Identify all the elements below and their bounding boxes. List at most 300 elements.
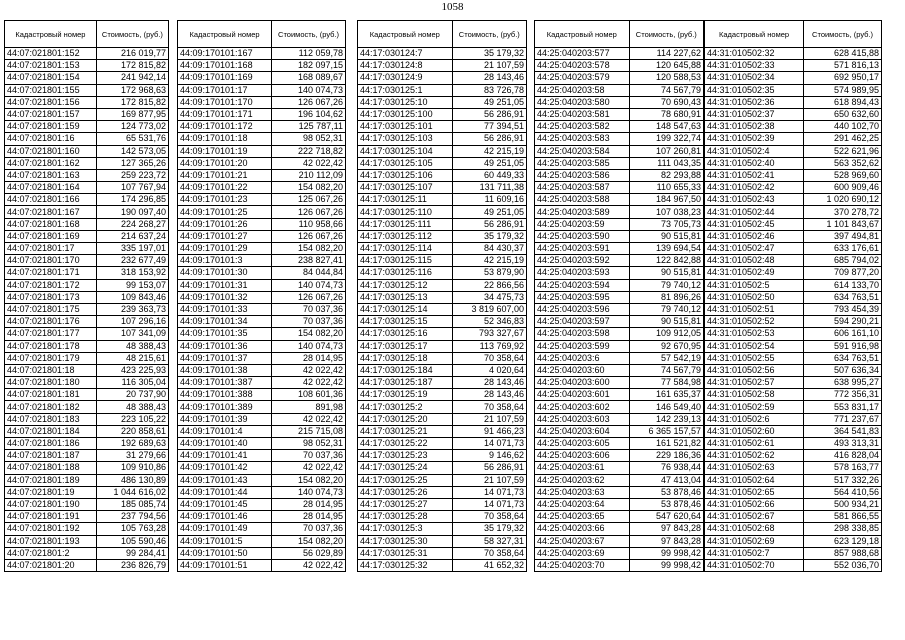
cadastral-number-cell: 44:25:040203:604 bbox=[535, 425, 630, 437]
cost-cell: 335 197,01 bbox=[96, 243, 168, 255]
cadastral-number-cell: 44:17:030125:26 bbox=[358, 486, 453, 498]
table-row bbox=[5, 303, 169, 315]
table-row bbox=[358, 243, 527, 255]
cadastral-number-cell: 44:09:170101:51 bbox=[178, 559, 272, 571]
cost-cell: 127 365,26 bbox=[96, 157, 168, 169]
cost-cell: 628 415,88 bbox=[804, 48, 882, 60]
cost-cell: 259 223,72 bbox=[96, 169, 168, 181]
table-row bbox=[358, 425, 527, 437]
cadastral-number-cell: 44:17:030125:18 bbox=[358, 352, 453, 364]
cadastral-number-cell: 44:07:021801:189 bbox=[5, 474, 97, 486]
cost-cell: 1 101 843,67 bbox=[804, 218, 882, 230]
cadastral-number-cell: 44:25:040203:605 bbox=[535, 438, 630, 450]
cost-cell: 486 130,89 bbox=[96, 474, 168, 486]
cost-cell: 14 071,73 bbox=[452, 498, 526, 510]
cadastral-number-cell: 44:31:010502:70 bbox=[705, 559, 804, 571]
cost-cell: 552 036,70 bbox=[804, 559, 882, 571]
cost-cell: 239 363,73 bbox=[96, 303, 168, 315]
cadastral-number-cell: 44:09:170101:170 bbox=[178, 96, 272, 108]
cost-cell: 48 215,61 bbox=[96, 352, 168, 364]
cost-cell: 9 146,62 bbox=[452, 450, 526, 462]
cadastral-number-cell: 44:07:021801:159 bbox=[5, 121, 97, 133]
table-row bbox=[5, 450, 169, 462]
cadastral-number-cell: 44:07:021801:182 bbox=[5, 401, 97, 413]
cadastral-number-cell: 44:17:030125:13 bbox=[358, 291, 453, 303]
cadastral-number-cell: 44:25:040203:70 bbox=[535, 559, 630, 571]
cost-cell: 553 831,17 bbox=[804, 401, 882, 413]
cadastral-number-cell: 44:31:010502:68 bbox=[705, 523, 804, 535]
cost-cell: 547 620,64 bbox=[629, 511, 703, 523]
cost-cell: 107 341,09 bbox=[96, 328, 168, 340]
cadastral-number-cell: 44:07:021801:168 bbox=[5, 218, 97, 230]
cadastral-number-cell: 44:25:040203:62 bbox=[535, 474, 630, 486]
cost-cell: 692 950,17 bbox=[804, 72, 882, 84]
table-row bbox=[358, 121, 527, 133]
cadastral-number-cell: 44:31:010502:37 bbox=[705, 108, 804, 120]
table-row bbox=[5, 121, 169, 133]
cadastral-number-cell: 44:17:030125:27 bbox=[358, 498, 453, 510]
cadastral-number-cell: 44:09:170101:168 bbox=[178, 60, 272, 72]
table-row bbox=[178, 133, 346, 145]
cost-cell: 241 942,14 bbox=[96, 72, 168, 84]
cadastral-number-cell: 44:31:010502:48 bbox=[705, 255, 804, 267]
cadastral-number-cell: 44:31:010502:58 bbox=[705, 389, 804, 401]
cadastral-number-cell: 44:25:040203:602 bbox=[535, 401, 630, 413]
cadastral-number-cell: 44:09:170101:22 bbox=[178, 182, 272, 194]
cadastral-number-cell: 44:17:030125:2 bbox=[358, 401, 453, 413]
cadastral-number-cell: 44:07:021801:191 bbox=[5, 511, 97, 523]
cost-cell: 146 549,40 bbox=[629, 401, 703, 413]
cadastral-number-cell: 44:25:040203:596 bbox=[535, 303, 630, 315]
table-row bbox=[178, 291, 346, 303]
table-row bbox=[705, 316, 882, 328]
cadastral-number-cell: 44:17:030125:1 bbox=[358, 84, 453, 96]
cadastral-number-cell: 44:17:030125:104 bbox=[358, 145, 453, 157]
cadastral-number-cell: 44:09:170101:39 bbox=[178, 413, 272, 425]
table-row bbox=[358, 413, 527, 425]
cadastral-number-cell: 44:31:010502:67 bbox=[705, 511, 804, 523]
table-row bbox=[535, 145, 704, 157]
table-row bbox=[535, 108, 704, 120]
cadastral-number-cell: 44:09:170101:45 bbox=[178, 498, 272, 510]
table-row bbox=[5, 230, 169, 242]
cadastral-number-cell: 44:09:170101:389 bbox=[178, 401, 272, 413]
table-row bbox=[705, 133, 882, 145]
cadastral-number-cell: 44:09:170101:40 bbox=[178, 438, 272, 450]
cadastral-number-cell: 44:31:010502:52 bbox=[705, 316, 804, 328]
cadastral-number-cell: 44:09:170101:17 bbox=[178, 84, 272, 96]
cost-cell: 423 225,93 bbox=[96, 364, 168, 376]
table-row bbox=[705, 145, 882, 157]
cadastral-number-cell: 44:25:040203:587 bbox=[535, 182, 630, 194]
cadastral-number-cell: 44:25:040203:59 bbox=[535, 218, 630, 230]
table-row bbox=[358, 96, 527, 108]
header-cadastral-number: Кадастровый номер bbox=[535, 21, 630, 48]
table-row bbox=[178, 401, 346, 413]
cost-cell: 82 293,88 bbox=[629, 169, 703, 181]
table-row bbox=[705, 60, 882, 72]
table-row bbox=[178, 121, 346, 133]
table-row bbox=[535, 316, 704, 328]
cadastral-number-cell: 44:07:021801:16 bbox=[5, 133, 97, 145]
table-row bbox=[358, 194, 527, 206]
cost-cell: 174 296,85 bbox=[96, 194, 168, 206]
table-row bbox=[705, 157, 882, 169]
cadastral-number-cell: 44:31:010502:57 bbox=[705, 377, 804, 389]
cadastral-number-cell: 44:17:030125:107 bbox=[358, 182, 453, 194]
cadastral-number-cell: 44:25:040203:6 bbox=[535, 352, 630, 364]
cost-cell: 142 573,05 bbox=[96, 145, 168, 157]
cost-cell: 92 670,95 bbox=[629, 340, 703, 352]
cost-cell: 111 043,35 bbox=[629, 157, 703, 169]
table-row bbox=[358, 157, 527, 169]
cadastral-number-cell: 44:25:040203:597 bbox=[535, 316, 630, 328]
cadastral-number-cell: 44:07:021801:171 bbox=[5, 267, 97, 279]
table-row bbox=[358, 303, 527, 315]
cadastral-table-3 bbox=[357, 20, 527, 572]
cost-cell: 771 237,67 bbox=[804, 413, 882, 425]
table-row bbox=[535, 48, 704, 60]
table-row bbox=[535, 523, 704, 535]
cadastral-number-cell: 44:25:040203:591 bbox=[535, 243, 630, 255]
table-row bbox=[178, 511, 346, 523]
cadastral-number-cell: 44:17:030124:9 bbox=[358, 72, 453, 84]
cost-cell: 22 866,56 bbox=[452, 279, 526, 291]
table-row bbox=[5, 243, 169, 255]
cost-cell: 42 215,19 bbox=[452, 145, 526, 157]
cost-cell: 140 074,73 bbox=[272, 279, 346, 291]
cadastral-number-cell: 44:09:170101:27 bbox=[178, 230, 272, 242]
cost-cell: 237 794,56 bbox=[96, 511, 168, 523]
cost-cell: 56 029,89 bbox=[272, 547, 346, 559]
table-header-row bbox=[535, 21, 704, 48]
cadastral-number-cell: 44:17:030125:21 bbox=[358, 425, 453, 437]
cost-cell: 42 022,42 bbox=[272, 559, 346, 571]
table-row bbox=[178, 279, 346, 291]
cadastral-number-cell: 44:31:010502:66 bbox=[705, 498, 804, 510]
cadastral-number-cell: 44:25:040203:585 bbox=[535, 157, 630, 169]
header-cost: Стоимость, (руб.) bbox=[96, 21, 168, 48]
cost-cell: 638 995,27 bbox=[804, 377, 882, 389]
table-row bbox=[705, 474, 882, 486]
cadastral-number-cell: 44:25:040203:601 bbox=[535, 389, 630, 401]
cadastral-number-cell: 44:07:021801:184 bbox=[5, 425, 97, 437]
table-header-row bbox=[178, 21, 346, 48]
cost-cell: 70 690,43 bbox=[629, 96, 703, 108]
table-row bbox=[705, 535, 882, 547]
table-row bbox=[5, 182, 169, 194]
table-row bbox=[535, 133, 704, 145]
cost-cell: 58 327,31 bbox=[452, 535, 526, 547]
table-row bbox=[5, 279, 169, 291]
cadastral-number-cell: 44:25:040203:69 bbox=[535, 547, 630, 559]
cost-cell: 114 227,62 bbox=[629, 48, 703, 60]
table-row bbox=[358, 401, 527, 413]
cost-cell: 126 067,26 bbox=[272, 206, 346, 218]
table-header-row bbox=[358, 21, 527, 48]
table-row bbox=[178, 523, 346, 535]
cost-cell: 21 107,59 bbox=[452, 413, 526, 425]
cadastral-number-cell: 44:09:170101:43 bbox=[178, 474, 272, 486]
cost-cell: 28 143,46 bbox=[452, 389, 526, 401]
cost-cell: 633 176,61 bbox=[804, 243, 882, 255]
cadastral-number-cell: 44:17:030125:20 bbox=[358, 413, 453, 425]
cost-cell: 53 878,46 bbox=[629, 498, 703, 510]
cost-cell: 574 989,95 bbox=[804, 84, 882, 96]
cost-cell: 685 794,02 bbox=[804, 255, 882, 267]
cadastral-number-cell: 44:17:030125:110 bbox=[358, 206, 453, 218]
table-row bbox=[705, 121, 882, 133]
cadastral-number-cell: 44:09:170101:29 bbox=[178, 243, 272, 255]
cadastral-number-cell: 44:31:010502:42 bbox=[705, 182, 804, 194]
cadastral-number-cell: 44:17:030125:106 bbox=[358, 169, 453, 181]
cadastral-number-cell: 44:17:030125:187 bbox=[358, 377, 453, 389]
table-row bbox=[5, 206, 169, 218]
cost-cell: 772 356,31 bbox=[804, 389, 882, 401]
table-row bbox=[5, 218, 169, 230]
cadastral-number-cell: 44:07:021801:179 bbox=[5, 352, 97, 364]
cadastral-number-cell: 44:31:010502:46 bbox=[705, 230, 804, 242]
cadastral-number-cell: 44:25:040203:580 bbox=[535, 96, 630, 108]
cadastral-number-cell: 44:25:040203:589 bbox=[535, 206, 630, 218]
table-row bbox=[5, 511, 169, 523]
cadastral-number-cell: 44:17:030125:184 bbox=[358, 364, 453, 376]
cost-cell: 120 645,88 bbox=[629, 60, 703, 72]
cadastral-number-cell: 44:25:040203:598 bbox=[535, 328, 630, 340]
cost-cell: 28 143,46 bbox=[452, 377, 526, 389]
cadastral-number-cell: 44:09:170101:388 bbox=[178, 389, 272, 401]
cadastral-number-cell: 44:31:010502:44 bbox=[705, 206, 804, 218]
cost-cell: 606 161,10 bbox=[804, 328, 882, 340]
table-row bbox=[705, 352, 882, 364]
table-row bbox=[358, 377, 527, 389]
cost-cell: 70 037,36 bbox=[272, 303, 346, 315]
cost-cell: 107 260,81 bbox=[629, 145, 703, 157]
table-row bbox=[5, 194, 169, 206]
cost-cell: 97 843,28 bbox=[629, 523, 703, 535]
cadastral-number-cell: 44:17:030125:30 bbox=[358, 535, 453, 547]
cadastral-number-cell: 44:09:170101:33 bbox=[178, 303, 272, 315]
cadastral-number-cell: 44:09:170101:46 bbox=[178, 511, 272, 523]
table-row bbox=[705, 108, 882, 120]
cost-cell: 84 430,37 bbox=[452, 243, 526, 255]
cadastral-number-cell: 44:25:040203:584 bbox=[535, 145, 630, 157]
cost-cell: 14 071,73 bbox=[452, 438, 526, 450]
cadastral-number-cell: 44:07:021801:154 bbox=[5, 72, 97, 84]
table-row bbox=[178, 425, 346, 437]
table-row bbox=[535, 340, 704, 352]
cost-cell: 563 352,62 bbox=[804, 157, 882, 169]
cadastral-number-cell: 44:09:170101:23 bbox=[178, 194, 272, 206]
table-row bbox=[358, 352, 527, 364]
cadastral-number-cell: 44:09:170101:172 bbox=[178, 121, 272, 133]
cadastral-number-cell: 44:09:170101:44 bbox=[178, 486, 272, 498]
table-row bbox=[535, 157, 704, 169]
cadastral-number-cell: 44:17:030125:15 bbox=[358, 316, 453, 328]
table-row bbox=[705, 72, 882, 84]
cadastral-number-cell: 44:31:010502:7 bbox=[705, 547, 804, 559]
cost-cell: 571 816,13 bbox=[804, 60, 882, 72]
table-row bbox=[358, 169, 527, 181]
cost-cell: 28 014,95 bbox=[272, 498, 346, 510]
table-row bbox=[178, 60, 346, 72]
table-row bbox=[535, 267, 704, 279]
cadastral-number-cell: 44:09:170101:5 bbox=[178, 535, 272, 547]
cadastral-number-cell: 44:07:021801:176 bbox=[5, 316, 97, 328]
cadastral-number-cell: 44:09:170101:169 bbox=[178, 72, 272, 84]
table-row bbox=[535, 169, 704, 181]
cadastral-number-cell: 44:17:030125:31 bbox=[358, 547, 453, 559]
cadastral-number-cell: 44:25:040203:578 bbox=[535, 60, 630, 72]
cadastral-number-cell: 44:31:010502:45 bbox=[705, 218, 804, 230]
cost-cell: 56 286,91 bbox=[452, 462, 526, 474]
table-row bbox=[5, 255, 169, 267]
cost-cell: 216 019,77 bbox=[96, 48, 168, 60]
cadastral-number-cell: 44:09:170101:167 bbox=[178, 48, 272, 60]
cadastral-number-cell: 44:25:040203:58 bbox=[535, 84, 630, 96]
cost-cell: 623 129,18 bbox=[804, 535, 882, 547]
table-row bbox=[535, 84, 704, 96]
cadastral-number-cell: 44:17:030125:111 bbox=[358, 218, 453, 230]
cadastral-number-cell: 44:09:170101:171 bbox=[178, 108, 272, 120]
table-row bbox=[178, 84, 346, 96]
cadastral-number-cell: 44:09:170101:387 bbox=[178, 377, 272, 389]
cadastral-number-cell: 44:17:030125:3 bbox=[358, 523, 453, 535]
table-row bbox=[178, 303, 346, 315]
cost-cell: 99 284,41 bbox=[96, 547, 168, 559]
table-row bbox=[5, 291, 169, 303]
cadastral-number-cell: 44:07:021801:192 bbox=[5, 523, 97, 535]
table-row bbox=[705, 498, 882, 510]
cost-cell: 618 894,43 bbox=[804, 96, 882, 108]
table-row bbox=[178, 352, 346, 364]
table-row bbox=[5, 267, 169, 279]
cost-cell: 83 726,78 bbox=[452, 84, 526, 96]
cost-cell: 709 877,20 bbox=[804, 267, 882, 279]
cost-cell: 236 826,79 bbox=[96, 559, 168, 571]
table-row bbox=[705, 401, 882, 413]
cadastral-number-cell: 44:25:040203:60 bbox=[535, 364, 630, 376]
cadastral-number-cell: 44:17:030125:16 bbox=[358, 328, 453, 340]
cost-cell: 169 877,95 bbox=[96, 108, 168, 120]
cost-cell: 84 044,84 bbox=[272, 267, 346, 279]
cadastral-number-cell: 44:25:040203:593 bbox=[535, 267, 630, 279]
cost-cell: 120 588,53 bbox=[629, 72, 703, 84]
table-row bbox=[178, 218, 346, 230]
cadastral-number-cell: 44:25:040203:65 bbox=[535, 511, 630, 523]
cost-cell: 35 179,32 bbox=[452, 48, 526, 60]
table-row bbox=[358, 328, 527, 340]
cadastral-number-cell: 44:17:030125:17 bbox=[358, 340, 453, 352]
cost-cell: 650 632,60 bbox=[804, 108, 882, 120]
cost-cell: 48 388,43 bbox=[96, 401, 168, 413]
cost-cell: 42 022,42 bbox=[272, 364, 346, 376]
header-cadastral-number: Кадастровый номер bbox=[178, 21, 272, 48]
cost-cell: 224 268,27 bbox=[96, 218, 168, 230]
table-row bbox=[535, 291, 704, 303]
table-row bbox=[5, 413, 169, 425]
table-row bbox=[178, 316, 346, 328]
cadastral-number-cell: 44:07:021801:153 bbox=[5, 60, 97, 72]
cadastral-number-cell: 44:07:021801:190 bbox=[5, 498, 97, 510]
cost-cell: 154 082,20 bbox=[272, 328, 346, 340]
cadastral-number-cell: 44:07:021801:2 bbox=[5, 547, 97, 559]
cadastral-number-cell: 44:31:010502:64 bbox=[705, 474, 804, 486]
cost-cell: 113 769,92 bbox=[452, 340, 526, 352]
cost-cell: 34 475,73 bbox=[452, 291, 526, 303]
cadastral-number-cell: 44:07:021801:160 bbox=[5, 145, 97, 157]
cost-cell: 56 286,91 bbox=[452, 218, 526, 230]
cadastral-number-cell: 44:07:021801:156 bbox=[5, 96, 97, 108]
cost-cell: 56 286,91 bbox=[452, 133, 526, 145]
cost-cell: 214 637,24 bbox=[96, 230, 168, 242]
table-row bbox=[358, 255, 527, 267]
table-row bbox=[5, 401, 169, 413]
cadastral-number-cell: 44:17:030124:7 bbox=[358, 48, 453, 60]
cost-cell: 318 153,92 bbox=[96, 267, 168, 279]
cadastral-number-cell: 44:17:030124:8 bbox=[358, 60, 453, 72]
cost-cell: 49 251,05 bbox=[452, 157, 526, 169]
cost-cell: 28 143,46 bbox=[452, 72, 526, 84]
cadastral-number-cell: 44:17:030125:22 bbox=[358, 438, 453, 450]
table-row bbox=[535, 230, 704, 242]
table-row bbox=[178, 108, 346, 120]
table-row bbox=[5, 145, 169, 157]
cadastral-number-cell: 44:09:170101:34 bbox=[178, 316, 272, 328]
table-row bbox=[705, 243, 882, 255]
cost-cell: 364 541,83 bbox=[804, 425, 882, 437]
cost-cell: 97 843,28 bbox=[629, 535, 703, 547]
cost-cell: 70 358,64 bbox=[452, 547, 526, 559]
table-row bbox=[178, 96, 346, 108]
table-row bbox=[705, 169, 882, 181]
cadastral-number-cell: 44:25:040203:581 bbox=[535, 108, 630, 120]
cadastral-number-cell: 44:07:021801:186 bbox=[5, 438, 97, 450]
cadastral-number-cell: 44:25:040203:586 bbox=[535, 169, 630, 181]
cadastral-number-cell: 44:17:030125:105 bbox=[358, 157, 453, 169]
table-row bbox=[705, 462, 882, 474]
table-row bbox=[5, 547, 169, 559]
table-row bbox=[5, 389, 169, 401]
cadastral-number-cell: 44:09:170101:42 bbox=[178, 462, 272, 474]
cost-cell: 581 866,55 bbox=[804, 511, 882, 523]
cost-cell: 1 020 690,12 bbox=[804, 194, 882, 206]
table-row bbox=[178, 255, 346, 267]
cadastral-number-cell: 44:31:010502:69 bbox=[705, 535, 804, 547]
cadastral-number-cell: 44:25:040203:592 bbox=[535, 255, 630, 267]
cost-cell: 99 153,07 bbox=[96, 279, 168, 291]
cost-cell: 857 988,68 bbox=[804, 547, 882, 559]
table-row bbox=[178, 486, 346, 498]
cadastral-number-cell: 44:17:030125:11 bbox=[358, 194, 453, 206]
table-row bbox=[5, 169, 169, 181]
cost-cell: 161 635,37 bbox=[629, 389, 703, 401]
cadastral-number-cell: 44:25:040203:588 bbox=[535, 194, 630, 206]
table-row bbox=[535, 255, 704, 267]
table-row bbox=[5, 133, 169, 145]
table-row bbox=[705, 267, 882, 279]
table-row bbox=[178, 145, 346, 157]
cadastral-number-cell: 44:31:010502:62 bbox=[705, 450, 804, 462]
table-row bbox=[5, 316, 169, 328]
cadastral-number-cell: 44:07:021801:183 bbox=[5, 413, 97, 425]
table-row bbox=[178, 72, 346, 84]
table-row bbox=[705, 364, 882, 376]
cadastral-number-cell: 44:17:030125:103 bbox=[358, 133, 453, 145]
cadastral-number-cell: 44:25:040203:600 bbox=[535, 377, 630, 389]
cadastral-number-cell: 44:17:030125:101 bbox=[358, 121, 453, 133]
cost-cell: 139 694,54 bbox=[629, 243, 703, 255]
